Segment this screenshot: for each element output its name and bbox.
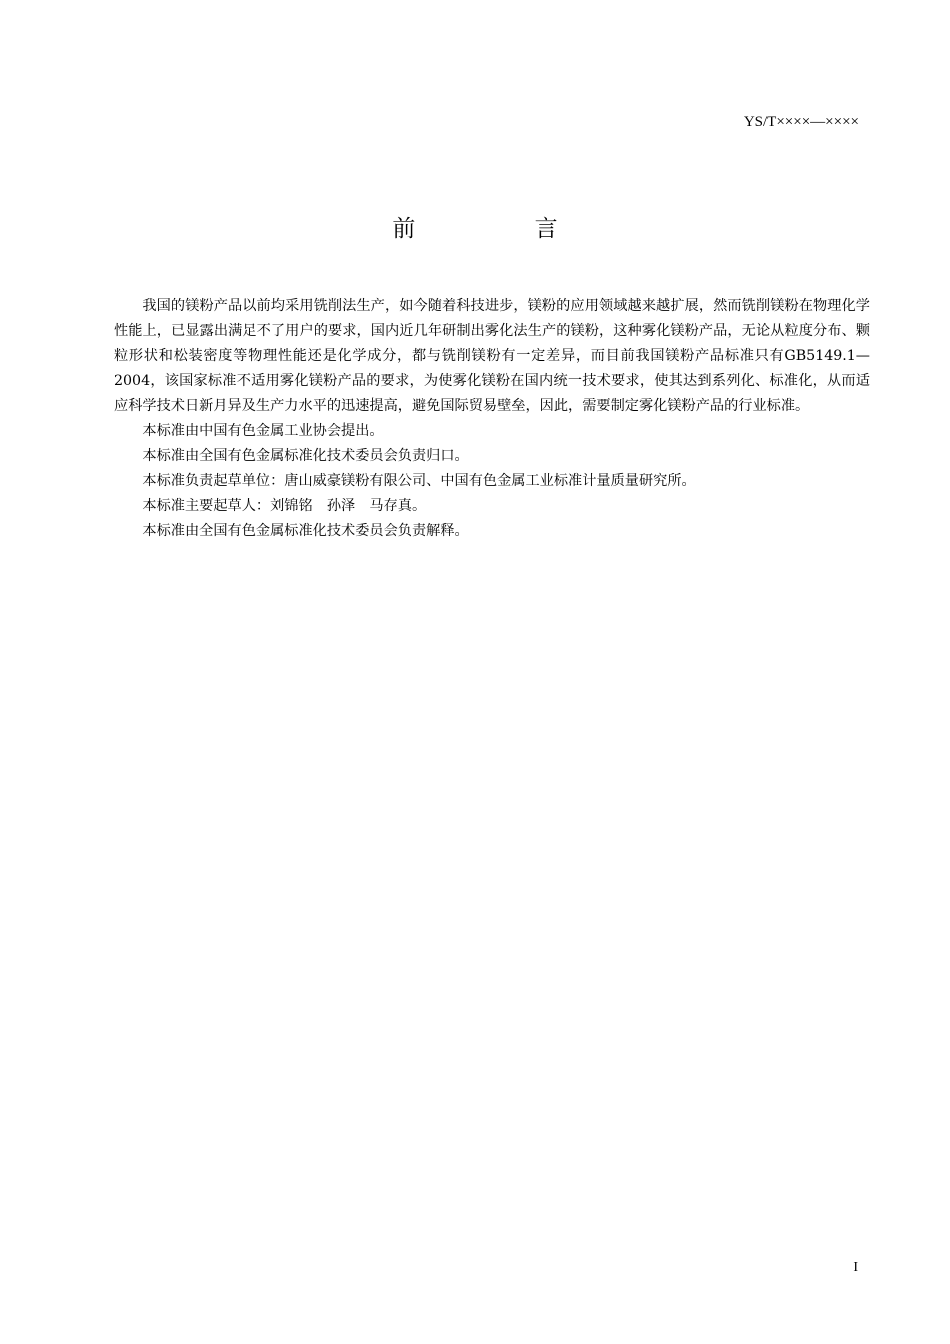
page-number: I — [853, 1260, 858, 1275]
page-title: 前 言 — [392, 216, 614, 242]
foreword-body — [114, 294, 870, 544]
standard-code: YS/T××××—×××× — [743, 114, 859, 130]
paragraph-centralized-unit: 本标准由全国有色金属标准化技术委员会负责归口。 — [142, 448, 469, 464]
paragraph-drafters: 本标准主要起草人：刘锦铭 孙泽 马存真。 — [142, 498, 427, 514]
paragraph-background: 我国的镁粉产品以前均采用铣削法生产，如今随着科技进步，镁粉的应用领域越来越扩展，然而铣削镁粉在物理化学性能上，已显露出满足不了用户的要求，国内近几年研制出雾化法生产的镁粉，这种雾化镁粉产品，无论从粒度分布、颗粒形状和松装密度等物理性能还是化学成分，都与铣削镁粉有一定差异，而目前我国镁粉产品标准只有GB5149.1—2004，该国家标准不适用雾化镁粉产品的要求，为使雾化镁粉在国内统一技术要求，使其达到系列化、标准化，从而适应科学技术日新月异及生产力水平的迅速提高，避免国际贸易壁垒，因此，需要制定雾化镁粉产品的行业标准。 — [114, 298, 870, 414]
paragraph-interpretation: 本标准由全国有色金属标准化技术委员会负责解释。 — [142, 523, 469, 539]
paragraph-drafting-units: 本标准负责起草单位：唐山威豪镁粉有限公司、中国有色金属工业标准计量质量研究所。 — [142, 473, 696, 489]
paragraph-proposer: 本标准由中国有色金属工业协会提出。 — [142, 423, 384, 439]
